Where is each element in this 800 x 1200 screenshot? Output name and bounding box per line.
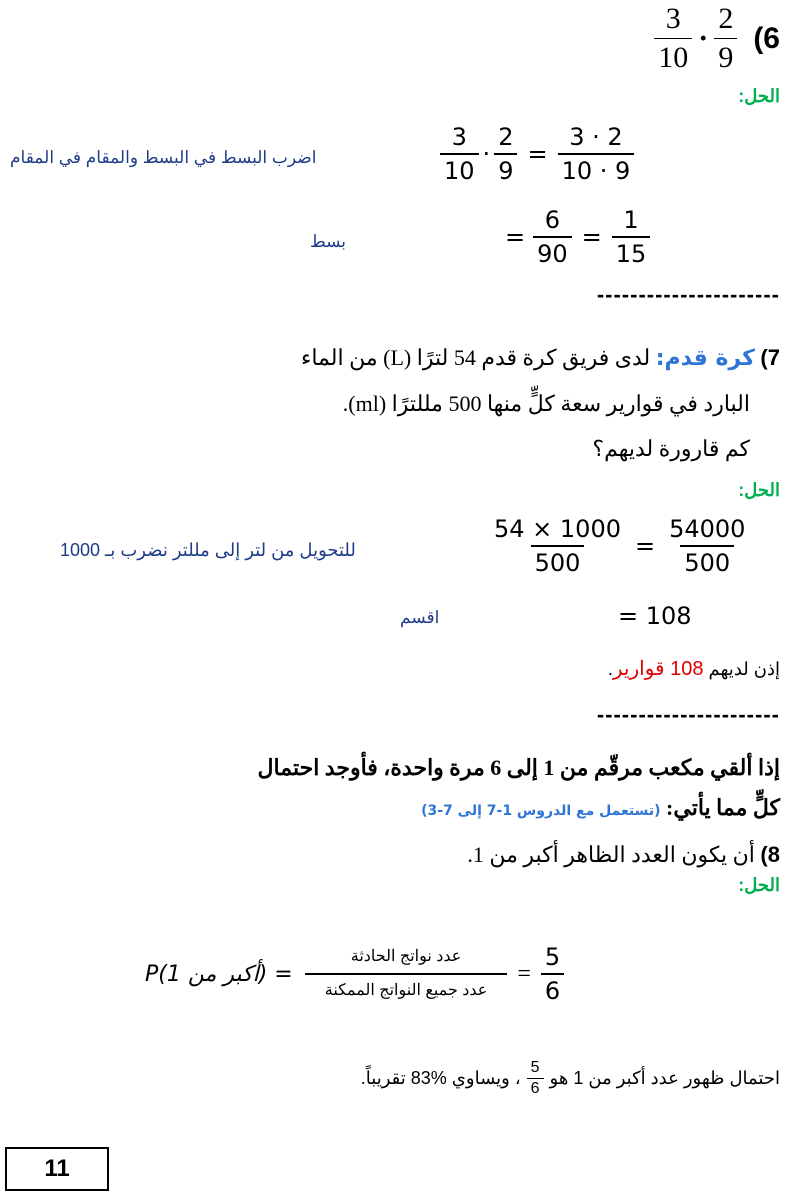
problem-6-number: (6 (753, 21, 780, 55)
problem-7 (220, 335, 780, 471)
lesson-reference: (تستعمل مع الدروس 1-7 إلى 7-3) (421, 803, 661, 819)
probability-result-fraction: $\frac{5}{6}$ (541, 945, 564, 1003)
step-7-2-note: اقسم (400, 608, 440, 627)
step-6-2-note: بسط (310, 232, 347, 251)
answer-7: إذن لديهم 108 قوارير. (607, 658, 780, 680)
problem-6-fraction-2: $\frac{2}{9}$ (714, 4, 737, 73)
problem-6-header: $\frac{3}{10}$ · $\frac{2}{9}$ (6 (654, 4, 780, 73)
section-intro-line-1: إذا ألقي مكعب مرقّم من 1 إلى 6 مرة واحدة، فأوجد احتمال (257, 755, 780, 780)
answer-7-value: 108 قوارير (612, 658, 704, 680)
step-7-1-equation: $\frac{54 \times 1000}{500}$ = $\frac{54000}{500}$ (494, 515, 746, 577)
section-intro (180, 748, 780, 831)
solution-label-8: الحل: (738, 875, 780, 895)
conclusion-8: احتمال ظهور عدد أكبر من 1 هو $\frac{5}{6}$ ، ويساوي %83 تقريباً. (360, 1059, 780, 1097)
problem-7-line-2: البارد في قوارير سعة كلٍّ منها 500 مللترًا (ml). (342, 391, 750, 416)
solution-label-7: الحل: (738, 480, 780, 500)
problem-7-line-1: 7) كرة قدم: لدى فريق كرة قدم 54 لترًا (L) من الماء (301, 345, 780, 371)
step-7-1-note: للتحويل من لتر إلى مللتر نضرب بـ 1000 (60, 540, 356, 560)
problem-8: 8) أن يكون العدد الظاهر أكبر من 1. (467, 842, 780, 867)
step-6-1-note: اضرب البسط في البسط والمقام في المقام (10, 148, 317, 167)
divider-1: ---------------------- (596, 282, 780, 307)
section-intro-line-2: كلٍّ مما يأتي: (تستعمل مع الدروس 1-7 إلى 7-3) (421, 795, 780, 820)
divider-2: ---------------------- (596, 702, 780, 727)
probability-definition-fraction: $\frac{\text{عدد نواتج الحادثة}}{\text{عدد جميع النواتج الممكنة}}$ (305, 949, 508, 999)
problem-7-title: كرة قدم: (655, 346, 755, 371)
solution-label-6: الحل: (738, 86, 780, 106)
problem-7-line-3: كم قارورة لديهم؟ (592, 436, 750, 461)
step-6-1-equation: $\frac{3}{10}$ · $\frac{2}{9}$ = $\frac{3 \cdot 2}{10 \cdot 9}$ (440, 125, 634, 183)
probability-expression: P(1 أكبر من) = (145, 961, 293, 987)
step-7-2-equation: = 108 (618, 602, 692, 630)
page-number: 11 (5, 1147, 109, 1191)
step-8-equation: P(1 أكبر من) = $\frac{\text{عدد نواتج الحادثة}}{\text{عدد جميع النواتج الممكنة}}$ = $\frac{5}{6}$ (145, 945, 564, 1003)
step-6-2-equation: = $\frac{6}{90}$ = $\frac{1}{15}$ (505, 208, 650, 266)
problem-6-fraction-1: $\frac{3}{10}$ (654, 4, 692, 73)
